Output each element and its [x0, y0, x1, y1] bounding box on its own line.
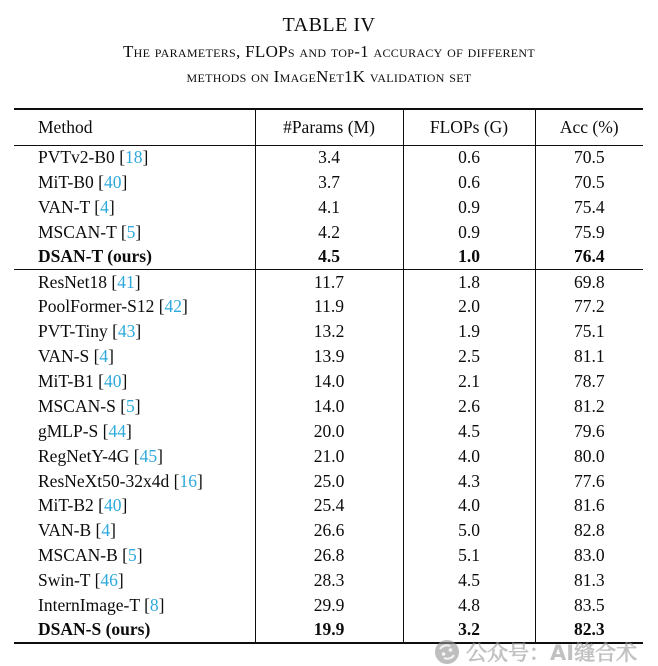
params-cell: 11.9 [255, 294, 403, 319]
citation-link[interactable]: 5 [126, 221, 136, 242]
method-name: RegNetY-4G [38, 445, 130, 466]
flops-cell: 3.2 [403, 618, 535, 643]
method-cell: MSCAN-T [5] [38, 221, 142, 242]
params-cell: 11.7 [255, 269, 403, 294]
method-name: DSAN-S (ours) [38, 619, 151, 640]
method-cell: RegNetY-4G [45] [38, 445, 163, 466]
citation-link[interactable]: 46 [100, 570, 118, 591]
citation-link[interactable]: 40 [103, 495, 122, 516]
table-section-1 [14, 145, 643, 269]
acc-cell: 81.3 [535, 568, 643, 593]
flops-cell: 1.8 [403, 269, 535, 294]
params-cell: 28.3 [255, 568, 403, 593]
params-cell: 13.2 [255, 319, 403, 344]
method-cell: MiT-B2 [40] [38, 495, 128, 516]
header-row [14, 109, 643, 145]
method-cell: ResNet18 [41] [38, 271, 141, 292]
method-name: ResNeXt50-32x4d [38, 470, 170, 491]
citation-link[interactable]: 4 [101, 520, 111, 541]
citation-link[interactable]: 41 [117, 271, 135, 292]
citation-link[interactable]: 40 [103, 171, 122, 192]
table-row [14, 369, 643, 394]
flops-cell: 4.5 [403, 568, 535, 593]
table-row [14, 593, 643, 618]
method-name: MiT-B1 [38, 370, 94, 391]
flops-cell: 5.0 [403, 518, 535, 543]
table-row [14, 344, 643, 369]
table-row [14, 493, 643, 518]
table-row [14, 269, 643, 294]
table-row [14, 618, 643, 643]
acc-cell: 70.5 [535, 170, 643, 195]
flops-cell: 4.0 [403, 493, 535, 518]
params-cell: 13.9 [255, 344, 403, 369]
citation-link[interactable]: 18 [125, 147, 143, 168]
method-name: InternImage-T [38, 594, 140, 615]
params-cell: 4.1 [255, 195, 403, 220]
method-name: MiT-B2 [38, 495, 94, 516]
citation-link[interactable]: 5 [127, 545, 137, 566]
acc-cell: 70.5 [535, 145, 643, 170]
acc-cell: 83.5 [535, 593, 643, 618]
params-cell: 3.4 [255, 145, 403, 170]
flops-cell: 2.0 [403, 294, 535, 319]
table-row [14, 518, 643, 543]
table-caption [0, 40, 658, 89]
method-cell: MiT-B0 [40] [38, 171, 128, 192]
citation-link[interactable]: 16 [179, 470, 197, 491]
params-cell: 19.9 [255, 618, 403, 643]
citation-link[interactable]: 8 [149, 594, 159, 615]
flops-cell: 4.0 [403, 444, 535, 469]
method-cell: MiT-B1 [40] [38, 370, 128, 391]
method-name: MSCAN-T [38, 221, 117, 242]
table-row [14, 568, 643, 593]
acc-cell: 69.8 [535, 269, 643, 294]
table-row [14, 444, 643, 469]
params-cell: 4.5 [255, 245, 403, 270]
method-name: MSCAN-S [38, 395, 116, 416]
paper-page [0, 13, 658, 666]
method-name: VAN-S [38, 346, 90, 367]
table-section-2 [14, 269, 643, 642]
method-cell: gMLP-S [44] [38, 420, 132, 441]
table-row [14, 543, 643, 568]
acc-cell: 77.2 [535, 294, 643, 319]
caption-line-2: methods on ImageNet1K validation set [186, 66, 472, 86]
table-row [14, 419, 643, 444]
citation-link[interactable]: 45 [139, 445, 158, 466]
acc-cell: 82.3 [535, 618, 643, 643]
watermark-text: 公众号：AI缝合术 [466, 641, 638, 665]
table-row [14, 294, 643, 319]
params-cell: 3.7 [255, 170, 403, 195]
table-row [14, 319, 643, 344]
table-row [14, 469, 643, 494]
flops-cell: 4.3 [403, 469, 535, 494]
table-row [14, 195, 643, 220]
method-name: ResNet18 [38, 271, 108, 292]
acc-cell: 78.7 [535, 369, 643, 394]
flops-cell: 0.9 [403, 195, 535, 220]
flops-cell: 0.6 [403, 170, 535, 195]
flops-cell: 4.5 [403, 419, 535, 444]
acc-cell: 75.4 [535, 195, 643, 220]
acc-cell: 75.1 [535, 319, 643, 344]
table-row [14, 170, 643, 195]
method-name: Swin-T [38, 570, 91, 591]
flops-cell: 5.1 [403, 543, 535, 568]
acc-cell: 81.2 [535, 394, 643, 419]
method-cell [14, 245, 255, 270]
table-row [14, 394, 643, 419]
method-cell: VAN-S [4] [38, 346, 114, 367]
flops-cell: 0.9 [403, 220, 535, 245]
params-cell: 25.0 [255, 469, 403, 494]
params-cell: 25.4 [255, 493, 403, 518]
method-cell: ResNeXt50-32x4d [16] [38, 470, 203, 491]
acc-cell: 75.9 [535, 220, 643, 245]
method-cell: MSCAN-S [5] [38, 395, 141, 416]
table-row [14, 245, 643, 270]
acc-cell: 79.6 [535, 419, 643, 444]
method-cell: PoolFormer-S12 [42] [38, 296, 188, 317]
method-cell: Swin-T [46] [38, 570, 124, 591]
flops-cell: 2.6 [403, 394, 535, 419]
table-header [14, 109, 643, 145]
table-row [14, 145, 643, 170]
method-name: MiT-B0 [38, 171, 94, 192]
citation-link[interactable]: 40 [103, 370, 122, 391]
method-name: DSAN-T (ours) [38, 246, 152, 267]
method-cell [14, 618, 255, 643]
method-name: PVTv2-B0 [38, 147, 115, 168]
params-cell: 20.0 [255, 419, 403, 444]
citation-link[interactable]: 43 [117, 321, 136, 342]
citation-link[interactable]: 4 [99, 346, 109, 367]
method-name: VAN-B [38, 520, 92, 541]
method-name: PVT-Tiny [38, 321, 108, 342]
params-cell: 14.0 [255, 369, 403, 394]
results-table [14, 108, 643, 644]
caption-line-1: The parameters, FLOPs and top-1 accuracy of different [122, 42, 536, 61]
column-header-method: Method [14, 109, 255, 145]
table-row [14, 220, 643, 245]
citation-link[interactable]: 44 [108, 420, 126, 441]
method-cell: PVT-Tiny [43] [38, 321, 142, 342]
acc-cell: 82.8 [535, 518, 643, 543]
method-name: PoolFormer-S12 [38, 296, 155, 317]
column-header-params: #Params (M) [255, 109, 403, 145]
acc-cell: 77.6 [535, 469, 643, 494]
method-cell: VAN-T [4] [38, 196, 115, 217]
flops-cell: 4.8 [403, 593, 535, 618]
params-cell: 4.2 [255, 220, 403, 245]
table-title: TABLE IV [282, 14, 376, 36]
method-cell: MSCAN-B [5] [38, 545, 143, 566]
flops-cell: 1.0 [403, 245, 535, 270]
column-header-flops: FLOPs (G) [403, 109, 535, 145]
citation-link[interactable]: 42 [164, 296, 183, 317]
citation-link[interactable]: 5 [126, 395, 135, 416]
method-name: MSCAN-B [38, 545, 118, 566]
method-cell: PVTv2-B0 [18] [38, 147, 149, 168]
method-name: VAN-T [38, 196, 90, 217]
acc-cell: 81.6 [535, 493, 643, 518]
acc-cell: 76.4 [535, 245, 643, 270]
flops-cell: 1.9 [403, 319, 535, 344]
method-cell: InternImage-T [8] [38, 594, 165, 615]
acc-cell: 83.0 [535, 543, 643, 568]
flops-cell: 2.1 [403, 369, 535, 394]
params-cell: 29.9 [255, 593, 403, 618]
params-cell: 21.0 [255, 444, 403, 469]
params-cell: 26.8 [255, 543, 403, 568]
acc-cell: 80.0 [535, 444, 643, 469]
citation-link[interactable]: 4 [100, 196, 109, 217]
flops-cell: 0.6 [403, 145, 535, 170]
flops-cell: 2.5 [403, 344, 535, 369]
params-cell: 26.6 [255, 518, 403, 543]
method-name: gMLP-S [38, 420, 99, 441]
column-header-acc: Acc (%) [535, 109, 643, 145]
params-cell: 14.0 [255, 394, 403, 419]
method-cell: VAN-B [4] [38, 520, 116, 541]
acc-cell: 81.1 [535, 344, 643, 369]
